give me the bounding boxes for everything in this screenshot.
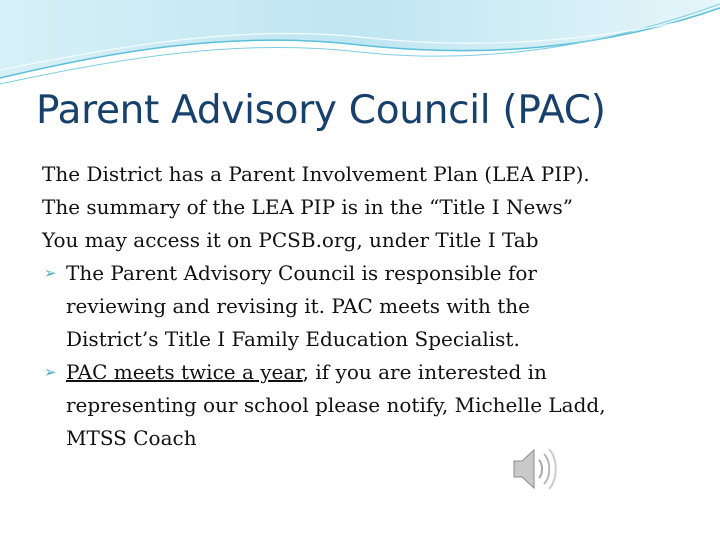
bullet-text: , if you are interested in [302, 360, 547, 384]
underlined-text: PAC meets twice a year [66, 360, 303, 384]
bullet-item [42, 257, 682, 356]
bullet-item [42, 356, 682, 455]
body-line: You may access it on PCSB.org, under Title I Tab [42, 228, 539, 252]
body-line: The summary of the LEA PIP is in the “Title I News” [42, 195, 573, 219]
bullet-line: MTSS Coach [66, 426, 197, 450]
bullet-line: The Parent Advisory Council is responsible for [66, 261, 537, 285]
header-wave-decoration [0, 0, 720, 90]
body-line: The District has a Parent Involvement Plan (LEA PIP). [42, 162, 590, 186]
arrow-bullet-icon: ➢ [44, 264, 57, 282]
bullet-line: reviewing and revising it. PAC meets with the [66, 294, 530, 318]
slide-title: Parent Advisory Council (PAC) [36, 88, 606, 133]
bullet-line [66, 356, 682, 389]
slide-body [42, 158, 682, 455]
bullet-line: representing our school please notify, Michelle Ladd, [66, 393, 606, 417]
arrow-bullet-icon: ➢ [44, 363, 57, 381]
speaker-icon[interactable] [508, 444, 560, 494]
bullet-line: District’s Title I Family Education Specialist. [66, 327, 520, 351]
